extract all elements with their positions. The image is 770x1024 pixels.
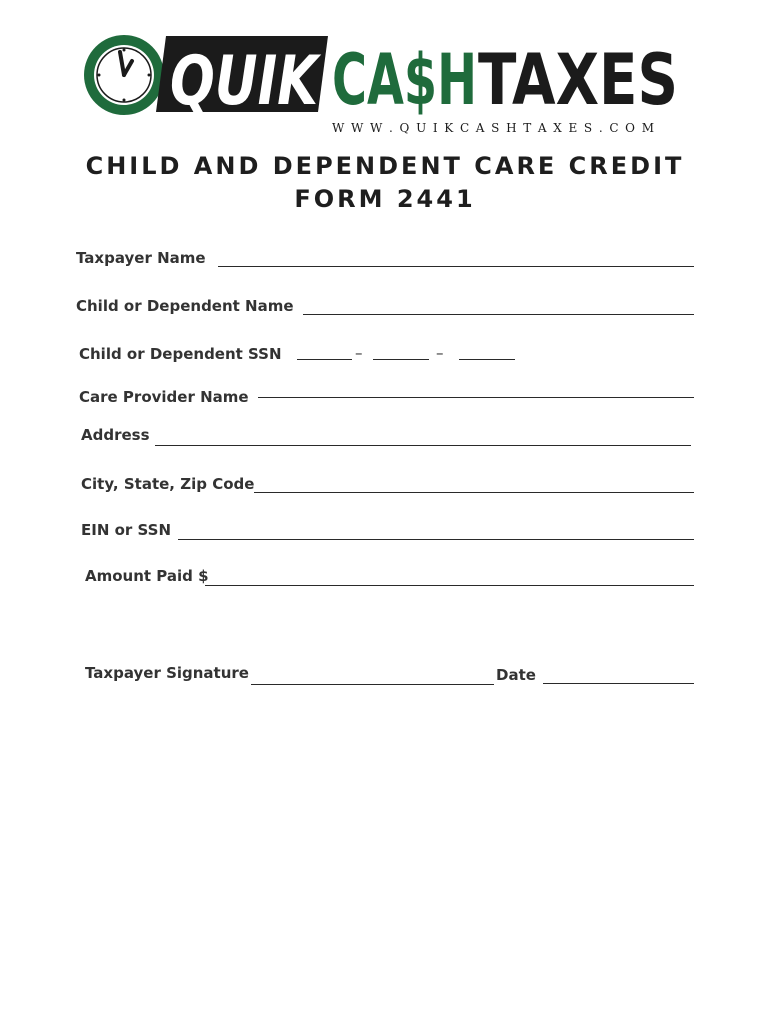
ein-ssn-field[interactable] bbox=[178, 539, 694, 540]
child-name-label: Child or Dependent Name bbox=[76, 297, 294, 315]
amount-paid-label: Amount Paid $ bbox=[85, 567, 209, 585]
ssn-separator-2: – bbox=[436, 344, 444, 362]
taxpayer-name-label: Taxpayer Name bbox=[76, 249, 206, 267]
brand-quik: QUIK bbox=[170, 42, 322, 121]
clock-icon bbox=[84, 35, 164, 115]
form-title: CHILD AND DEPENDENT CARE CREDIT bbox=[85, 152, 685, 180]
child-name-field[interactable] bbox=[303, 314, 694, 315]
child-ssn-label: Child or Dependent SSN bbox=[79, 345, 282, 363]
city-state-zip-field[interactable] bbox=[254, 492, 694, 493]
address-field[interactable] bbox=[155, 445, 691, 446]
city-state-zip-label: City, State, Zip Code bbox=[81, 475, 255, 493]
ein-ssn-label: EIN or SSN bbox=[81, 521, 172, 539]
ssn-part1-field[interactable] bbox=[297, 359, 352, 360]
brand-taxes: TAXES bbox=[478, 39, 678, 121]
date-field[interactable] bbox=[543, 683, 694, 684]
ssn-part2-field[interactable] bbox=[373, 359, 429, 360]
form-subtitle: FORM 2441 bbox=[294, 185, 476, 213]
signature-label: Taxpayer Signature bbox=[85, 664, 249, 682]
provider-name-field[interactable] bbox=[258, 397, 694, 398]
ssn-part3-field[interactable] bbox=[459, 359, 515, 360]
quikcashtaxes-logo bbox=[82, 28, 682, 138]
taxpayer-name-field[interactable] bbox=[218, 266, 694, 267]
signature-field[interactable] bbox=[251, 684, 494, 685]
date-label: Date bbox=[496, 666, 536, 684]
amount-paid-field[interactable] bbox=[205, 585, 694, 586]
address-label: Address bbox=[81, 426, 150, 444]
brand-cash: CA$H bbox=[332, 39, 477, 121]
provider-name-label: Care Provider Name bbox=[79, 388, 249, 406]
website-url: W W W . Q U I K C A S H T A X E S . C O M bbox=[332, 121, 654, 135]
ssn-separator-1: – bbox=[355, 344, 363, 362]
